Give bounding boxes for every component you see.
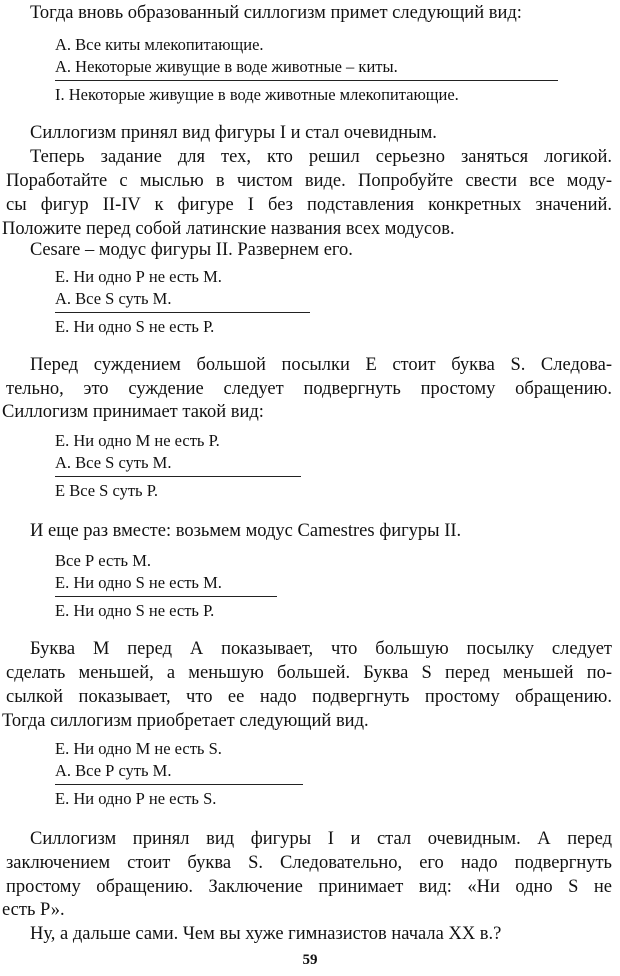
minor-premise: А. Все Р суть М. <box>55 761 172 780</box>
inference-line <box>55 476 301 477</box>
minor-premise: Е. Ни одно S не есть М. <box>55 573 222 592</box>
paragraph-task-line-4: Положите перед собой латинские названия всех модусов. <box>2 219 455 239</box>
inference-line <box>55 784 303 785</box>
syllogism-cesare-reduced <box>55 430 301 502</box>
page-number: 59 <box>302 952 318 968</box>
paragraph-camestres-explain-line-4: Тогда силлогизм приобретает следующий вид. <box>2 711 369 731</box>
syllogism-whales <box>55 34 558 106</box>
paragraph-final-line-2: заключением стоит буква S. Следовательно, его надо подвергнуть <box>6 853 612 873</box>
major-premise: Е. Ни одно М не есть S. <box>55 739 222 758</box>
minor-premise: А. Все S суть М. <box>55 453 172 472</box>
major-premise: Е. Ни одно Р не есть М. <box>55 267 222 286</box>
paragraph-final-line-4: есть Р». <box>2 900 65 920</box>
minor-premise: А. Все S суть М. <box>55 289 172 308</box>
paragraph-task-line-2: Поработайте с мыслью в чистом виде. Попробуйте свести все моду- <box>6 171 612 191</box>
conclusion: Е. Ни одно Р не есть S. <box>55 789 217 808</box>
paragraph-figure-one: Силлогизм принял вид фигуры I и стал очевидным. <box>30 123 437 143</box>
syllogism-cesare <box>55 266 310 338</box>
paragraph-cesare-conversion-line-2: тельно, это суждение следует подвергнуть простому обращению. <box>6 379 612 399</box>
paragraph-camestres-explain-line-2: сделать меньшей, а меньшую большей. Буква S перед меньшей по- <box>6 663 612 683</box>
conclusion: I. Некоторые живущие в воде животные млекопитающие. <box>55 85 459 104</box>
paragraph-cesare-conversion-line-3: Силлогизм принимает такой вид: <box>2 402 264 422</box>
paragraph-task-line-1: Теперь задание для тех, кто решил серьезно заняться логикой. <box>30 147 612 167</box>
paragraph-camestres-explain-line-1: Буква М перед А показывает, что большую посылку следует <box>30 639 612 659</box>
major-premise: А. Все киты млекопитающие. <box>55 35 264 54</box>
inference-line <box>55 312 310 313</box>
paragraph-camestres-explain-line-3: сылкой показывает, что ее надо подвергнуть простому обращению. <box>6 687 612 707</box>
syllogism-camestres-reduced <box>55 738 303 810</box>
minor-premise: А. Некоторые живущие в воде животные – киты. <box>55 57 398 76</box>
syllogism-camestres <box>55 550 277 622</box>
paragraph-cesare-conversion-line-1: Перед суждением большой посылки Е стоит буква S. Следова- <box>30 355 612 375</box>
paragraph-final-line-3: простому обращению. Заключение принимает вид: «Ни одно S не <box>6 877 612 897</box>
paragraph-task-line-3: сы фигур II-IV к фигуре I без подставления конкретных значений. <box>6 195 612 215</box>
conclusion: Е. Ни одно S не есть Р. <box>55 601 215 620</box>
major-premise: Все Р есть М. <box>55 551 151 570</box>
paragraph-final-line-1: Силлогизм принял вид фигуры I и стал очевидным. А перед <box>30 829 612 849</box>
inference-line <box>55 596 277 597</box>
major-premise: Е. Ни одно М не есть Р. <box>55 431 220 450</box>
paragraph-cesare: Cesare – модус фигуры II. Развернем его. <box>30 240 353 260</box>
paragraph-closing: Ну, а дальше сами. Чем вы хуже гимназистов начала XX в.? <box>30 924 502 944</box>
paragraph-camestres: И еще раз вместе: возьмем модус Camestres фигуры II. <box>30 521 462 541</box>
conclusion: Е. Ни одно S не есть Р. <box>55 317 215 336</box>
inference-line <box>55 80 558 81</box>
conclusion: Е Все S суть Р. <box>55 481 158 500</box>
intro-text: Тогда вновь образованный силлогизм примет следующий вид: <box>30 3 522 23</box>
